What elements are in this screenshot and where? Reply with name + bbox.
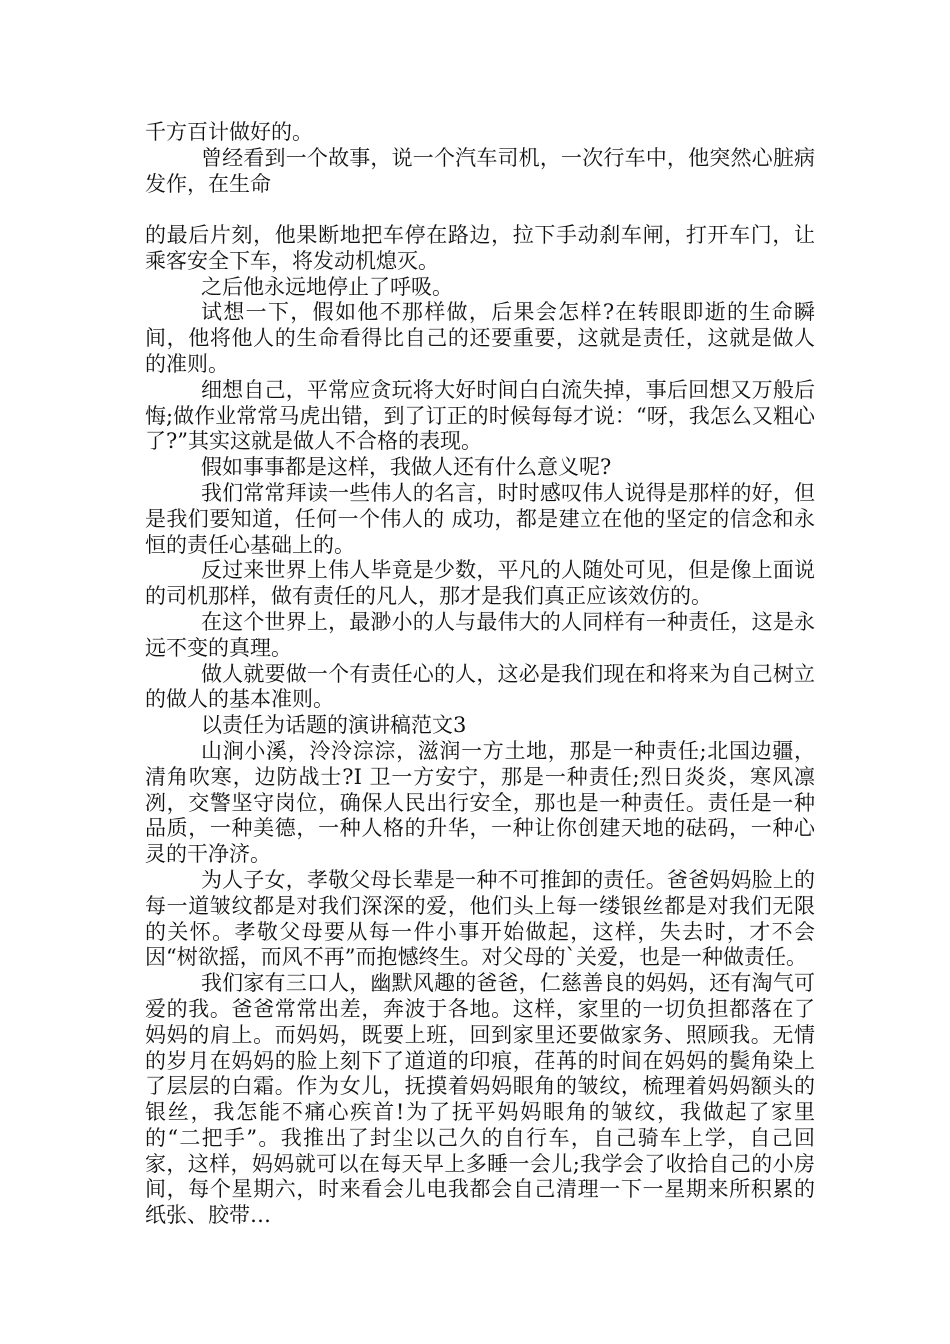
paragraph-4: 试想一下，假如他不那样做，后果会怎样?在转眼即逝的生命瞬间，他将他人的生命看得比自己的还要重要，这就是责任，这就是做人 的准则。 [145, 300, 815, 376]
paragraph-0: 千方百计做好的。 [145, 120, 313, 144]
paragraph-13: 为人子女，孝敬父母长辈是一种不可推卸的责任。爸爸妈妈脸上的每一道皱纹都是对我们深深的爱，他们头上每一缕银丝都是对我们无限的关怀。孝敬父母要从每一件小事开始做起，这样，失去时，才不会因“树欲摇，而风不再”而抱憾终生。对父母的`关爱，也是一种做责任。 [145, 867, 815, 970]
paragraph-10: 做人就要做一个有责任心的人，这必是我们现在和将来为自己树立的做人的基本准则。 [145, 661, 815, 712]
paragraph-1: 曾经看到一个故事，说一个汽车司机，一次行车中，他突然心脏病发作，在生命 [145, 145, 815, 196]
paragraph-2: 的最后片刻，他果断地把车停在路边，拉下手动刹车闸，打开车门，让乘客安全下车，将发动机熄灭。 [145, 223, 815, 273]
paragraph-8: 反过来世界上伟人毕竟是少数，平凡的人随处可见，但是像上面说的司机那样，做有责任的凡人，那才是我们真正应该效仿的。 [145, 558, 815, 609]
paragraph-7: 我们常常拜读一些伟人的名言，时时感叹伟人说得是那样的好，但是我们要知道，任何一个伟人的 成功，都是建立在他的坚定的信念和永恒的责任心基础上的。 [145, 480, 815, 557]
text-block-main [145, 223, 815, 1229]
paragraph-14: 我们家有三口人，幽默风趣的爸爸，仁慈善良的妈妈，还有淘气可爱的我。爸爸常常出差，奔波于各地。这样，家里的一切负担都落在了妈妈的肩上。而妈妈，既要上班，回到家里还要做家务、照顾我。无情的岁月在妈妈的脸上刻下了道道的印痕，荏苒的时间在妈妈的鬓角染上了层层的白霜。作为女儿，抚摸着妈妈眼角的皱纹，梳理着妈妈额头的银丝，我怎能不痛心疾首!为了抚平妈妈眼角的皱纹，我做起了家里的“二把手”。我推出了封尘以己久的自行车，自己骑车上学，自己回家，这样，妈妈就可以在每天早上多睡一会儿;我学会了收拾自己的小房间，每个星期六，时来看会儿电我都会自己清理一下一星期来所积累的纸张、胶带… [145, 971, 815, 1228]
paragraph-9: 在这个世界上，最渺小的人与最伟大的人同样有一种责任，这是永远不变的真理。 [145, 609, 815, 660]
paragraph-6: 假如事事都是这样，我做人还有什么意义呢? [201, 455, 612, 480]
text-block-top [145, 120, 815, 197]
paragraph-3: 之后他永远地停止了呼吸。 [201, 274, 453, 299]
paragraph-5: 细想自己，平常应贪玩将大好时间白白流失掉，事后回想又万般后悔;做作业常常马虎出错，到了订正的时候每每才说：“呀，我怎么又粗心了?”其实这就是做人不合格的表现。 [145, 377, 815, 454]
paragraph-12: 山涧小溪，泠泠淙淙，滋润一方土地，那是一种责任;北国边疆，清角吹寒，边防战士?I 卫一方安宁，那是一种责任;烈日炎炎，寒风凛冽，交警坚守岗位，确保人民出行安全，那也是一种责任。责任是一种品质，一种美德，一种人格的升华，一种让你创建天地的砝码，一种心灵的干净济。 [145, 738, 815, 867]
section-heading: 以责任为话题的演讲稿范文3 [201, 713, 467, 738]
